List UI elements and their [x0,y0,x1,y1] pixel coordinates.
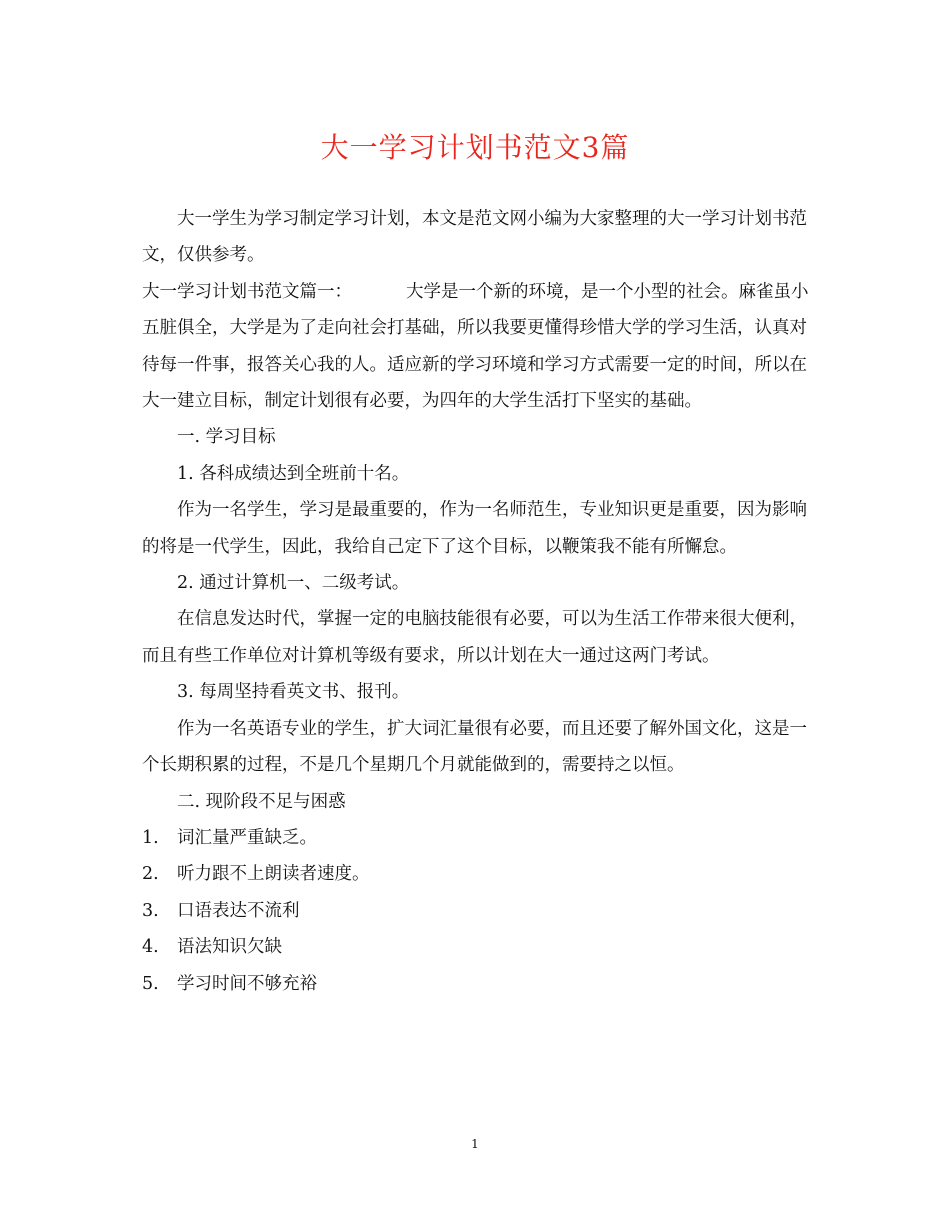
problem-text: 听力跟不上朗读者速度。 [177,864,370,885]
goal-2-paragraph: 在信息发达时代，掌握一定的电脑技能很有必要，可以为生活工作带来很大便利，而且有些工作单位对计算机等级有要求，所以计划在大一通过这两门考试。 [142,609,807,666]
problem-item [142,856,810,892]
problem-item [142,893,810,929]
problem-number: 5. [142,973,159,994]
heading-shortcomings: 二. 现阶段不足与困惑 [177,791,346,812]
section-paragraph [142,274,810,420]
goal-2-heading: 2. 通过计算机一、二级考试。 [177,573,410,594]
problem-text: 口语表达不流利 [177,900,300,921]
document-body [142,201,810,1002]
document-title: 大一学习计划书范文3篇 [320,131,630,164]
intro-paragraph: 大一学生为学习制定学习计划，本文是范文网小编为大家整理的大一学习计划书范文，仅供参考。 [142,209,807,266]
problem-number: 2. [142,864,159,885]
problem-item [142,966,810,1002]
heading-learning-goals: 一. 学习目标 [177,427,276,448]
problem-item [142,929,810,965]
goal-1-paragraph: 作为一名学生，学习是最重要的，作为一名师范生，专业知识更是重要，因为影响的将是一代学生，因此，我给自己定下了这个目标，以鞭策我不能有所懈怠。 [142,500,807,557]
problem-text: 词汇量严重缺乏。 [177,827,317,848]
section-label: 大一学习计划书范文篇一： [142,281,352,302]
page-number: 1 [471,1137,479,1151]
goal-1-heading: 1. 各科成绩达到全班前十名。 [177,463,410,484]
problem-number: 4. [142,937,159,958]
problem-number: 1. [142,827,159,848]
problem-text: 学习时间不够充裕 [177,973,317,994]
section-lead-text: 大学是一个新的环境，是一个小型的社会。麻雀虽小五脏俱全，大学是为了走向社会打基础，所以我要更懂得珍惜大学的学习生活，认真对待每一件事，报答关心我的人。适应新的学习环境和学习方式需要一定的时间，所以在大一建立目标，制定计划很有必要，为四年的大学生活打下坚实的基础。 [142,281,809,412]
problem-number: 3. [142,900,159,921]
problem-text: 语法知识欠缺 [177,937,282,958]
goal-3-heading: 3. 每周坚持看英文书、报刊。 [177,682,410,703]
problem-item [142,820,810,856]
goal-3-paragraph: 作为一名英语专业的学生，扩大词汇量很有必要，而且还要了解外国文化，这是一个长期积累的过程，不是几个星期几个月就能做到的，需要持之以恒。 [142,718,807,776]
